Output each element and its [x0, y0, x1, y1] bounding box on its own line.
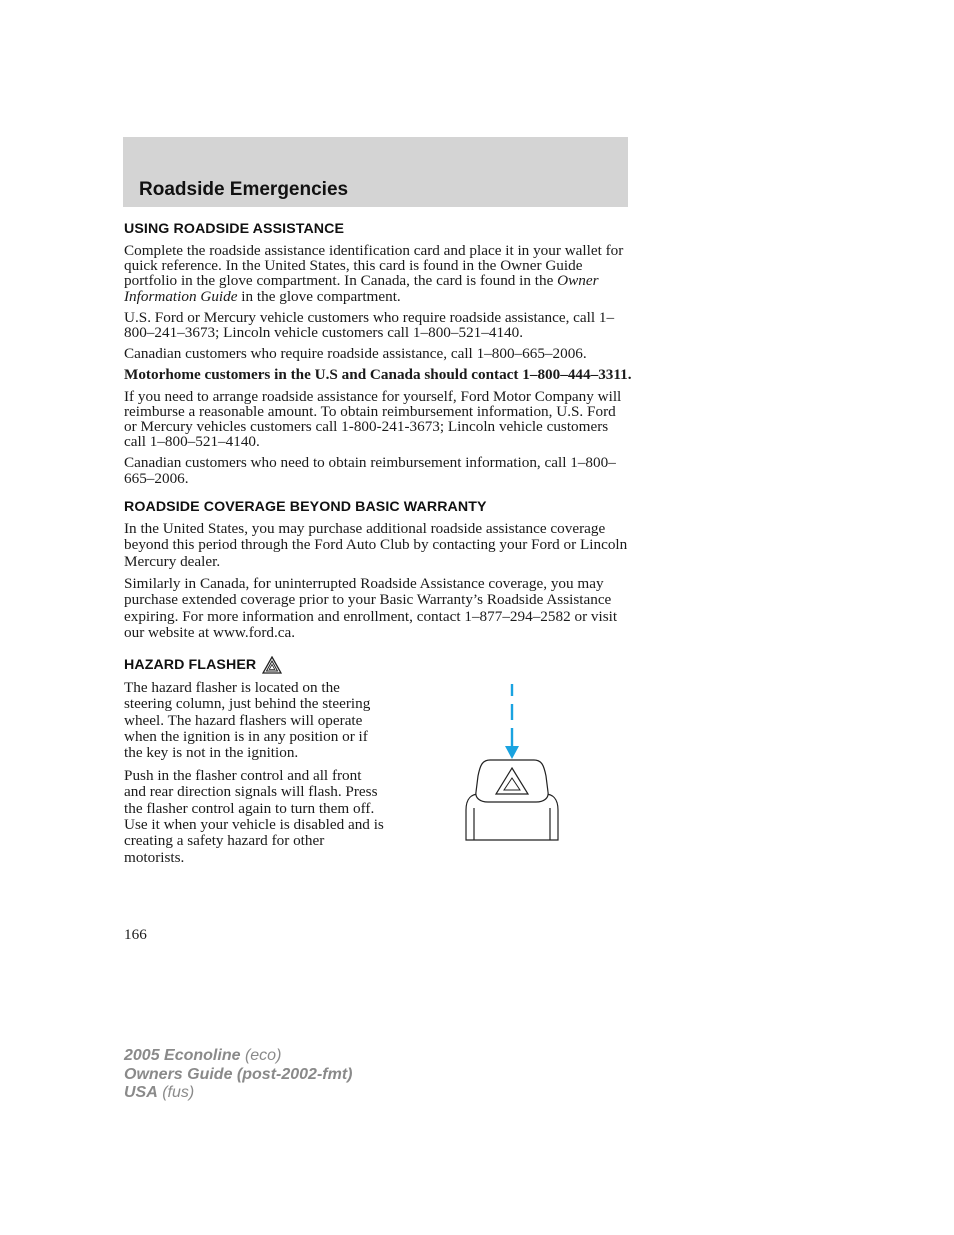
document-footer: [124, 1047, 352, 1103]
page-number: 166: [124, 926, 147, 943]
hazard-text: [124, 680, 384, 866]
paragraph: Push in the flasher control and all front and rear direction signals will flash. Press the flasher control again to turn them off. Use it when your vehicle is disabled and is creating a safety hazard for other motorists.: [124, 766, 384, 866]
paragraph: Similarly in Canada, for uninterrupted Roadside Assistance coverage, you may purchase extended coverage prior to your Basic Warranty’s Roadside Assistance expiring. For more information and enrollment, contact 1–877–294–2582 or visit our website at www.ford.ca.: [124, 575, 618, 642]
section-hazard-flasher: [124, 656, 632, 866]
footer-line: USA (fus): [124, 1084, 195, 1101]
section-header-band: [123, 137, 628, 207]
section-heading: HAZARD FLASHER: [124, 656, 257, 673]
page-title: Roadside Emergencies: [139, 179, 349, 200]
paragraph: Canadian customers who need to obtain reimbursement information, call 1–800–665–2006.: [124, 454, 616, 487]
paragraph: U.S. Ford or Mercury vehicle customers who require roadside assistance, call 1–800–241–3673; Lincoln vehicle customers call 1–800–521–4140.: [124, 308, 615, 342]
footer-line: Owners Guide (post-2002-fmt): [124, 1065, 353, 1083]
hazard-heading-row: [124, 656, 632, 674]
hazard-triangle-icon: [262, 656, 282, 674]
pointer-arrow: [505, 684, 519, 759]
hazard-switch-drawing: [466, 760, 558, 840]
motorhome-contact-notice: Motorhome customers in the U.S and Canada should contact 1–800–444–3311.: [124, 366, 632, 384]
main-content: [124, 221, 632, 872]
paragraph: The hazard flasher is located on the steering column, just behind the steering wheel. The hazard flashers will operate when the ignition is in any position or if the key is not in the ignition.: [124, 678, 371, 762]
footer-line: 2005 Econoline (eco): [124, 1047, 282, 1064]
paragraph: In the United States, you may purchase additional roadside assistance coverage beyond this period through the Ford Auto Club by contacting your Ford or Lincoln Mercury dealer.: [124, 519, 628, 570]
paragraph: If you need to arrange roadside assistance for yourself, Ford Motor Company will reimburse a reasonable amount. To obtain reimbursement information, U.S. Ford or Mercury vehicles customers call 1-800-241-3673; Lincoln vehicle customers call 1–800–521–4140.: [124, 387, 622, 451]
paragraph: Complete the roadside assistance identification card and place it in your wallet for quick reference. In the United States, this card is found in the Owner Guide portfolio in the glove compartment. In Canada, the card is found in the Owner Information Guide in the glove compartment.: [124, 242, 624, 305]
paragraph: Canadian customers who require roadside assistance, call 1–800–665–2006.: [124, 345, 587, 363]
owner-guide-title: Owner Information Guide: [124, 272, 599, 305]
section-heading: ROADSIDE COVERAGE BEYOND BASIC WARRANTY: [124, 498, 487, 515]
section-using-roadside-assistance: [124, 221, 632, 486]
hazard-flasher-illustration: [464, 684, 564, 854]
section-heading: USING ROADSIDE ASSISTANCE: [124, 221, 345, 237]
section-roadside-coverage: [124, 499, 632, 642]
